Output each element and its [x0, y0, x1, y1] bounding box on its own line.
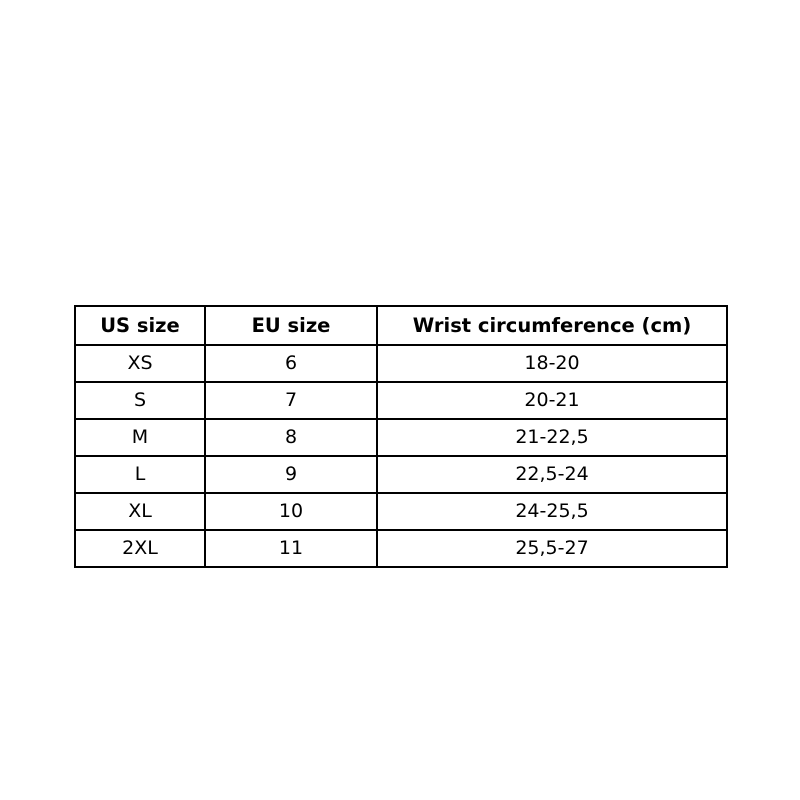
column-header-wrist-circumference: Wrist circumference (cm) — [377, 306, 727, 345]
cell-wrist-circumference: 24-25,5 — [377, 493, 727, 530]
cell-us-size: L — [75, 456, 205, 493]
cell-eu-size: 9 — [205, 456, 377, 493]
column-header-eu-size: EU size — [205, 306, 377, 345]
cell-us-size: M — [75, 419, 205, 456]
cell-us-size: XL — [75, 493, 205, 530]
table-row — [75, 345, 727, 382]
table-row — [75, 382, 727, 419]
cell-eu-size: 11 — [205, 530, 377, 567]
size-chart-container — [74, 305, 726, 568]
cell-us-size: S — [75, 382, 205, 419]
table-body — [75, 345, 727, 567]
size-chart-table — [74, 305, 728, 568]
table-row — [75, 530, 727, 567]
table-header-row — [75, 306, 727, 345]
cell-eu-size: 10 — [205, 493, 377, 530]
cell-wrist-circumference: 21-22,5 — [377, 419, 727, 456]
cell-us-size: 2XL — [75, 530, 205, 567]
table-row — [75, 419, 727, 456]
cell-wrist-circumference: 25,5-27 — [377, 530, 727, 567]
cell-wrist-circumference: 22,5-24 — [377, 456, 727, 493]
table-row — [75, 456, 727, 493]
cell-eu-size: 7 — [205, 382, 377, 419]
cell-wrist-circumference: 18-20 — [377, 345, 727, 382]
cell-wrist-circumference: 20-21 — [377, 382, 727, 419]
cell-eu-size: 8 — [205, 419, 377, 456]
table-row — [75, 493, 727, 530]
cell-eu-size: 6 — [205, 345, 377, 382]
cell-us-size: XS — [75, 345, 205, 382]
column-header-us-size: US size — [75, 306, 205, 345]
table-header — [75, 306, 727, 345]
